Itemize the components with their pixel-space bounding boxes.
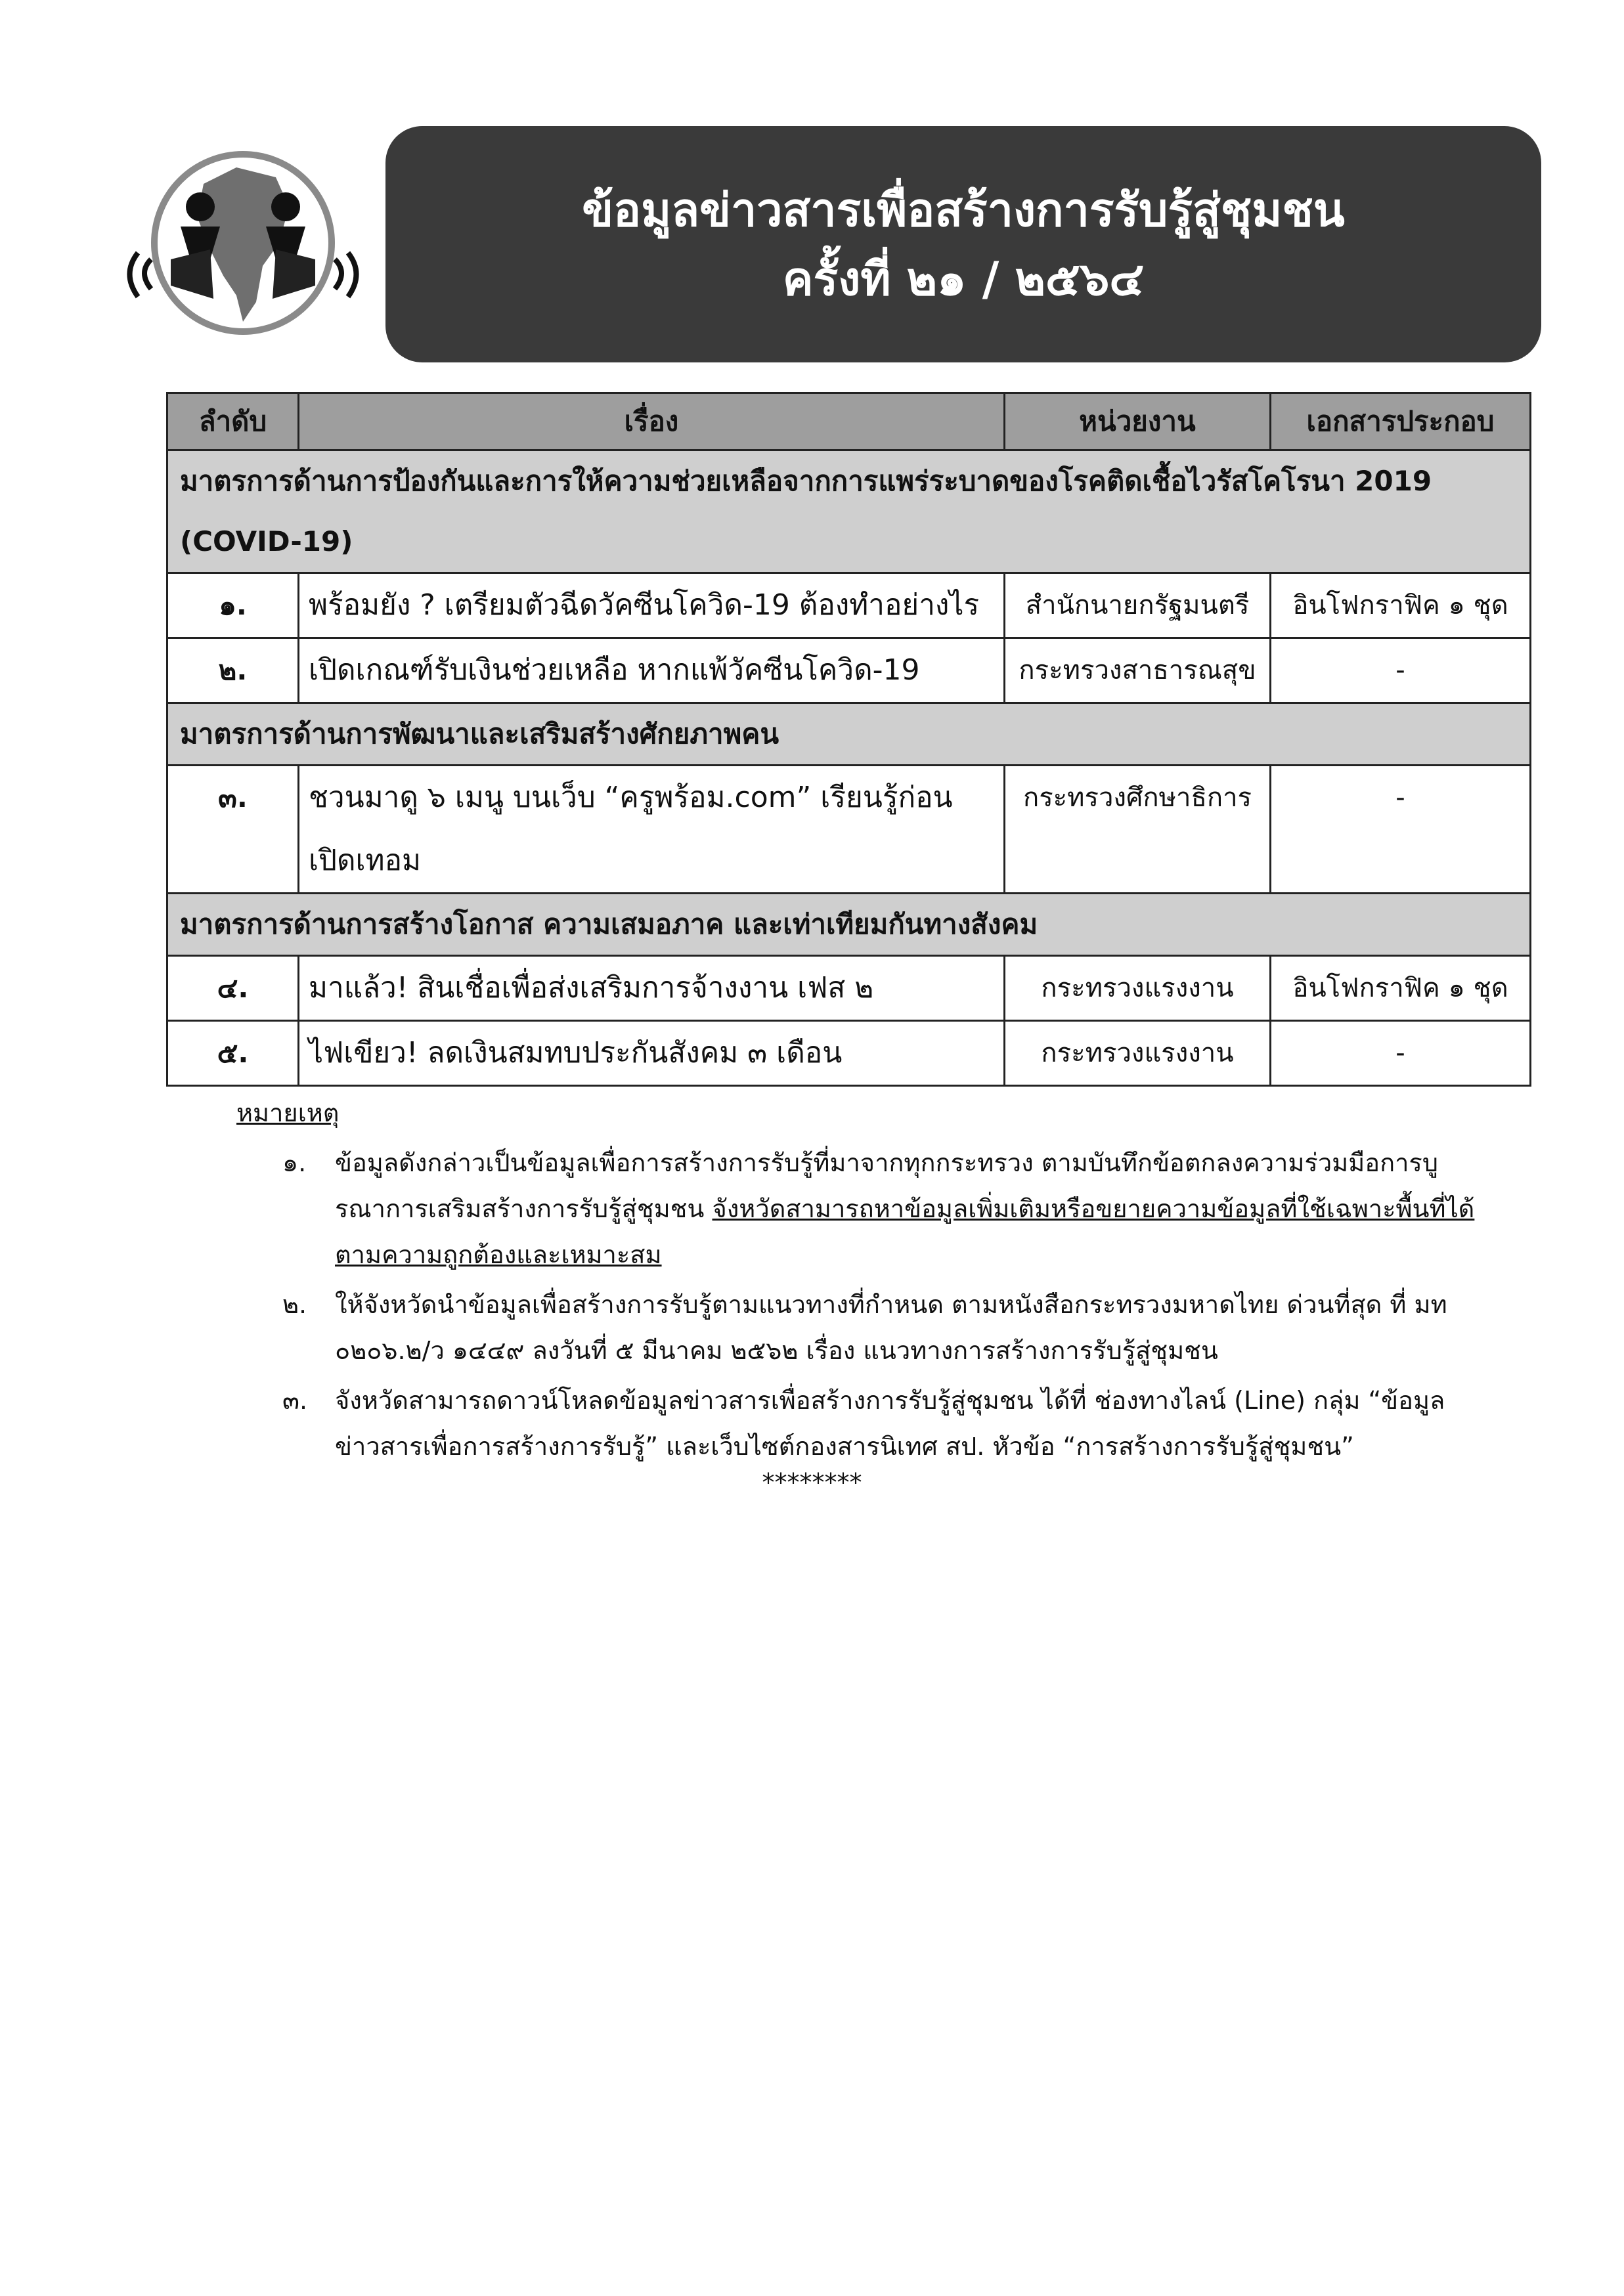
row-title: พร้อมยัง ? เตรียมตัวฉีดวัคซีนโควิด-19 ต้องทำอย่างไร (299, 573, 1005, 638)
issue-number: ครั้งที่ ๒๑ / ๒๕๖๔ (782, 252, 1145, 306)
col-header-order: ลำดับ (167, 393, 299, 450)
category-row (167, 450, 1531, 573)
col-header-title: เรื่อง (299, 393, 1005, 450)
note-text: ข้อมูลดังกล่าวเป็นข้อมูลเพื่อการสร้างการรับรู้ที่มาจากทุกกระทรวง ตามบันทึกข้อตกลงความร่วมมือการบูรณาการเสริมสร้างการรับรู้สู่ชุมชน (335, 1148, 1438, 1223)
row-number: ๒. (167, 638, 299, 703)
row-title: เปิดเกณฑ์รับเงินช่วยเหลือ หากแพ้วัคซีนโควิด-19 (299, 638, 1005, 703)
row-attachment: อินโฟกราฟิค ๑ ชุด (1271, 573, 1531, 638)
note-text: จังหวัดสามารถดาวน์โหลดข้อมูลข่าวสารเพื่อสร้างการรับรู้สู่ชุมชน ได้ที่ ช่องทางไลน์ (Line) กลุ่ม “ข้อมูลข่าวสารเพื่อการสร้างการรับรู้” และเว็บไซต์กองสารนิเทศ สป. หัวข้อ “การสร้างการรับรู้สู่ชุมชน” (335, 1386, 1445, 1461)
category-label: มาตรการด้านการป้องกันและการให้ความช่วยเหลือจากการแพร่ระบาดของโรคติดเชื้อไวรัสโคโรนา 2019 (COVID-19) (167, 450, 1531, 573)
category-row (167, 703, 1531, 766)
row-number: ๑. (167, 573, 299, 638)
row-title: ไฟเขียว! ลดเงินสมทบประกันสังคม ๓ เดือน (299, 1021, 1005, 1086)
title-banner (385, 126, 1541, 362)
note-number: ๒. (282, 1290, 307, 1319)
page-title: ข้อมูลข่าวสารเพื่อสร้างการรับรู้สู่ชุมชน (582, 183, 1345, 237)
table-row (167, 766, 1531, 894)
col-header-attachment: เอกสารประกอบ (1271, 393, 1531, 450)
row-title: มาแล้ว! สินเชื่อเพื่อส่งเสริมการจ้างงาน เฟส ๒ (299, 956, 1005, 1021)
row-agency: กระทรวงสาธารณสุข (1005, 638, 1271, 703)
table-row (167, 638, 1531, 703)
notes-section (236, 1090, 1484, 1469)
note-item (236, 1282, 1484, 1374)
row-number: ๕. (167, 1021, 299, 1086)
category-row (167, 894, 1531, 956)
row-agency: กระทรวงแรงงาน (1005, 1021, 1271, 1086)
row-title: ชวนมาดู ๖ เมนู บนเว็บ “ครูพร้อม.com” เรียนรู้ก่อนเปิดเทอม (299, 766, 1005, 894)
notes-heading: หมายเหตุ (236, 1098, 340, 1127)
note-number: ๓. (282, 1386, 308, 1415)
table-row (167, 956, 1531, 1021)
community-logo-icon (125, 144, 361, 341)
category-label: มาตรการด้านการสร้างโอกาส ความเสมอภาค และเท่าเทียมกันทางสังคม (167, 894, 1531, 956)
row-attachment: - (1271, 766, 1531, 894)
note-number: ๑. (282, 1148, 307, 1177)
row-agency: กระทรวงศึกษาธิการ (1005, 766, 1271, 894)
row-agency: สำนักนายกรัฐมนตรี (1005, 573, 1271, 638)
row-number: ๔. (167, 956, 299, 1021)
row-attachment: อินโฟกราฟิค ๑ ชุด (1271, 956, 1531, 1021)
col-header-agency: หน่วยงาน (1005, 393, 1271, 450)
note-underlined-text: จังหวัดสามารถหาข้อมูลเพิ่มเติมหรือขยายความข้อมูลที่ใช้เฉพาะพื้นที่ได้ตามความถูกต้องและเหมาะสม (335, 1194, 1475, 1269)
note-item (236, 1140, 1484, 1278)
table-header-row (167, 393, 1531, 450)
table-row (167, 1021, 1531, 1086)
category-label: มาตรการด้านการพัฒนาและเสริมสร้างศักยภาพคน (167, 703, 1531, 766)
note-item (236, 1377, 1484, 1469)
row-agency: กระทรวงแรงงาน (1005, 956, 1271, 1021)
news-table (166, 392, 1531, 1087)
end-mark: ******** (762, 1468, 862, 1497)
note-text: ให้จังหวัดนำข้อมูลเพื่อสร้างการรับรู้ตามแนวทางที่กำหนด ตามหนังสือกระทรวงมหาดไทย ด่วนที่สุด ที่ มท ๐๒๐๖.๒/ว ๑๔๔๙ ลงวันที่ ๕ มีนาคม ๒๕๖๒ เรื่อง แนวทางการสร้างการรับรู้สู่ชุมชน (335, 1290, 1447, 1365)
row-attachment: - (1271, 1021, 1531, 1086)
row-attachment: - (1271, 638, 1531, 703)
table-row (167, 573, 1531, 638)
row-number: ๓. (167, 766, 299, 894)
